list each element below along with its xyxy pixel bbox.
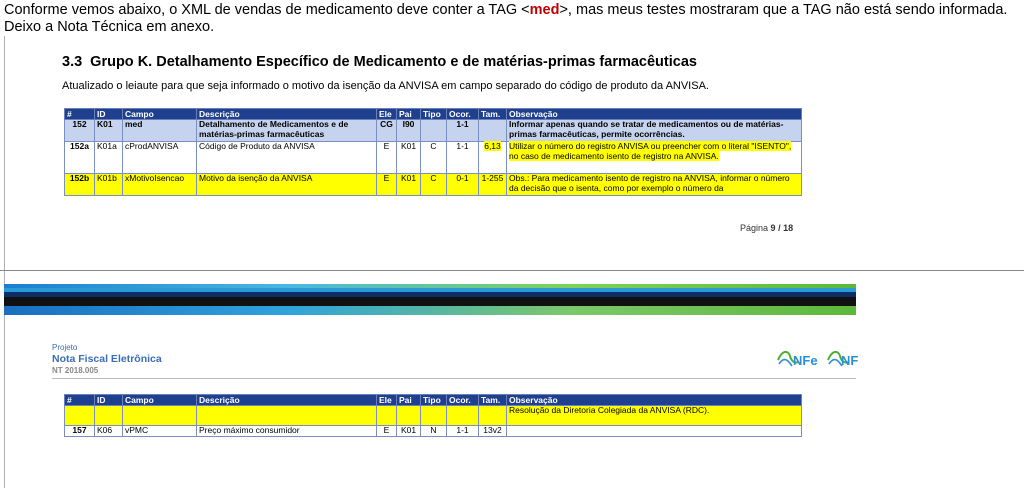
col-header-observacao: Observação <box>507 395 802 406</box>
cell-id <box>95 406 123 426</box>
cell-descricao <box>197 406 377 426</box>
col-header-ocor: Ocor. <box>447 395 479 406</box>
cell-ele: E <box>377 142 397 174</box>
table-header-row <box>65 395 802 406</box>
section-title-text: Grupo K. Detalhamento Específico de Medicamento e de matérias-primas farmacêuticas <box>90 54 697 70</box>
cell-ele: E <box>377 426 397 437</box>
intro-line2: Deixo a Nota Técnica em anexo. <box>4 19 215 35</box>
cell-tipo <box>421 120 447 142</box>
nfe-logo <box>776 346 822 372</box>
cell-tam: 13v2 <box>479 426 507 437</box>
cell-ele: E <box>377 174 397 196</box>
col-header-pai: Pai <box>397 109 421 120</box>
project-label: Projeto <box>52 343 78 352</box>
table-row-152b <box>65 174 802 196</box>
col-header-num: # <box>65 109 95 120</box>
cell-observacao <box>507 426 802 437</box>
cell-pai: K01 <box>397 174 421 196</box>
cell-descricao: Detalhamento de Medicamentos e de matérias-primas farmacêuticas <box>197 120 377 142</box>
cell-id: K01b <box>95 174 123 196</box>
col-header-descricao: Descrição <box>197 109 377 120</box>
col-header-tam: Tam. <box>479 109 507 120</box>
cell-campo: xMotivoIsencao <box>123 174 197 196</box>
cell-id: K01 <box>95 120 123 142</box>
cell-tam <box>479 142 507 174</box>
col-header-tam: Tam. <box>479 395 507 406</box>
cell-ocor: 1-1 <box>447 120 479 142</box>
page-label: Página <box>740 223 769 233</box>
cell-tam <box>479 406 507 426</box>
cell-ele <box>377 406 397 426</box>
col-header-ocor: Ocor. <box>447 109 479 120</box>
table-row-157 <box>65 426 802 437</box>
cell-tipo: C <box>421 142 447 174</box>
col-header-pai: Pai <box>397 395 421 406</box>
cell-tipo: N <box>421 426 447 437</box>
cell-id: K06 <box>95 426 123 437</box>
cell-descricao: Código de Produto da ANVISA <box>197 142 377 174</box>
col-header-observacao: Observação <box>507 109 802 120</box>
cell-num <box>65 406 95 426</box>
page-separator-line <box>0 270 1024 271</box>
spec-table-2 <box>64 394 802 437</box>
col-header-tipo: Tipo <box>421 395 447 406</box>
cell-ocor <box>447 406 479 426</box>
col-header-descricao: Descrição <box>197 395 377 406</box>
cell-pai: K01 <box>397 142 421 174</box>
section-number: 3.3 <box>62 54 83 70</box>
cell-tam-value: 6,13 <box>484 141 501 151</box>
cell-descricao: Preço máximo consumidor <box>197 426 377 437</box>
cell-ele: CG <box>377 120 397 142</box>
table-header-row <box>65 109 802 120</box>
cell-tipo <box>421 406 447 426</box>
col-header-num: # <box>65 395 95 406</box>
header-rule <box>52 378 856 379</box>
table-row-152 <box>65 120 802 142</box>
cell-num: 157 <box>65 426 95 437</box>
col-header-ele: Ele <box>377 395 397 406</box>
nfe-logo-partial <box>826 346 859 372</box>
col-header-ele: Ele <box>377 109 397 120</box>
page-separator: / <box>778 223 781 233</box>
cell-pai: I90 <box>397 120 421 142</box>
cell-campo: cProdANVISA <box>123 142 197 174</box>
page-current: 9 <box>770 223 776 233</box>
logo2-text: NF <box>841 353 859 368</box>
cell-id: K01a <box>95 142 123 174</box>
cell-pai: K01 <box>397 426 421 437</box>
cell-descricao: Motivo da isenção da ANVISA <box>197 174 377 196</box>
cell-observacao <box>507 142 802 174</box>
col-header-campo: Campo <box>123 109 197 120</box>
col-header-id: ID <box>95 395 123 406</box>
cell-observacao: Obs.: Para medicamento isento de registro na ANVISA, informar o número da decisão que o isenta, como por exemplo o número da <box>507 174 802 196</box>
attachment-border <box>4 36 5 488</box>
cell-tam: 1-255 <box>479 174 507 196</box>
table-row-continuation <box>65 406 802 426</box>
intro-line1-after: >, mas meus testes mostraram que a TAG não está sendo informada. <box>559 2 1008 18</box>
cell-ocor: 1-1 <box>447 142 479 174</box>
intro-tag: med <box>529 2 560 18</box>
spec-table-1 <box>64 108 802 196</box>
cell-num: 152 <box>65 120 95 142</box>
cell-num: 152a <box>65 142 95 174</box>
col-header-tipo: Tipo <box>421 109 447 120</box>
col-header-id: ID <box>95 109 123 120</box>
section-subtitle: Atualizado o leiaute para que seja informado o motivo da isenção da ANVISA em campo separado do código de produto da ANVISA. <box>62 80 709 92</box>
decorative-band <box>4 306 856 315</box>
cell-pai <box>397 406 421 426</box>
cell-tipo: C <box>421 174 447 196</box>
cell-campo: vPMC <box>123 426 197 437</box>
cell-campo: med <box>123 120 197 142</box>
page-number <box>740 223 793 233</box>
decorative-band <box>4 297 856 306</box>
cell-observacao: Informar apenas quando se tratar de medicamentos ou de matérias-primas farmacêuticas, permite ocorrências. <box>507 120 802 142</box>
cell-ocor: 1-1 <box>447 426 479 437</box>
project-nt: NT 2018.005 <box>52 366 99 375</box>
intro-line1-before: Conforme vemos abaixo, o XML de vendas de medicamento deve conter a TAG < <box>4 2 530 18</box>
cell-observacao: Resolução da Diretoria Colegiada da ANVISA (RDC). <box>507 406 802 426</box>
intro-text <box>4 2 1020 36</box>
cell-num: 152b <box>65 174 95 196</box>
cell-campo <box>123 406 197 426</box>
logo1-text: NFe <box>793 353 818 368</box>
section-title <box>62 54 697 70</box>
page-total: 18 <box>783 223 794 233</box>
table-row-152a <box>65 142 802 174</box>
project-name: Nota Fiscal Eletrônica <box>52 353 162 365</box>
cell-ocor: 0-1 <box>447 174 479 196</box>
col-header-campo: Campo <box>123 395 197 406</box>
cell-observacao-text: Utilizar o número do registro ANVISA ou preencher com o literal "ISENTO", no caso de medicamento isento de registro na ANVISA. <box>509 141 792 161</box>
cell-tam <box>479 120 507 142</box>
